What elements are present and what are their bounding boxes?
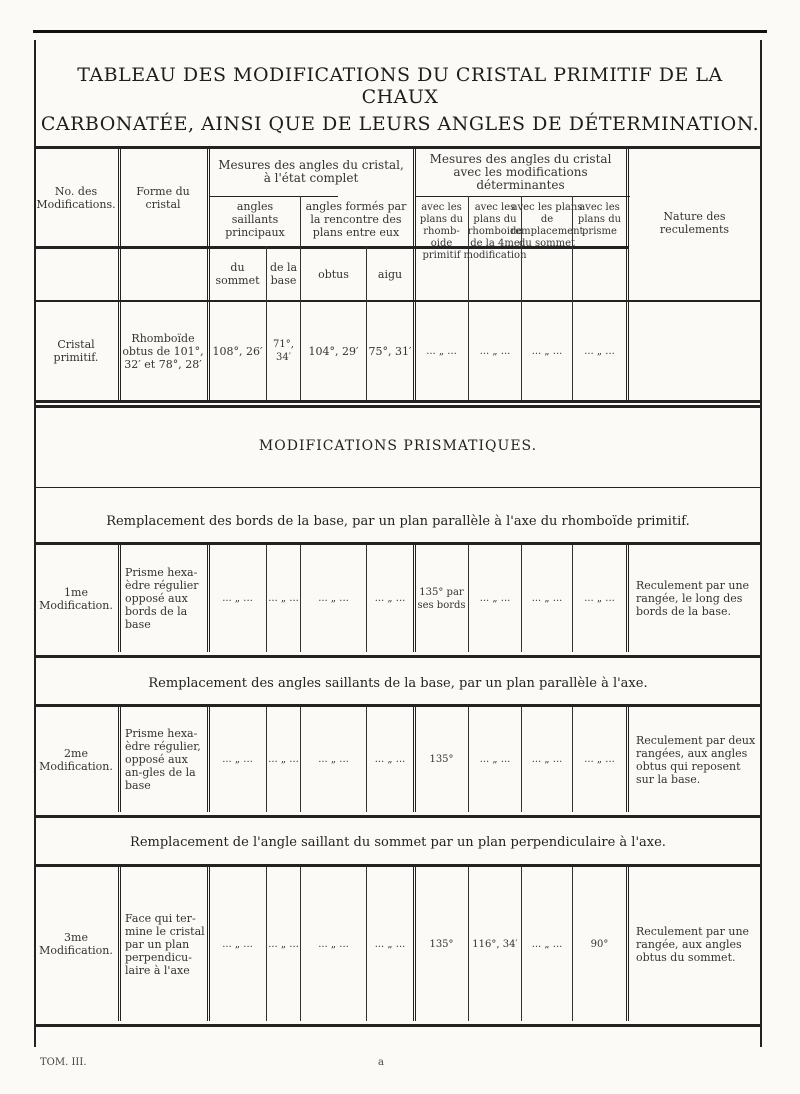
row-value: ... „ ... [531, 593, 563, 604]
row-value: ... „ ... [584, 754, 615, 765]
header-obtus: obtus [318, 267, 349, 281]
header-avec-rhomboide-4me: avec les plans du rhomboide de la 4me modification [463, 202, 527, 261]
section-rule-bottom [34, 487, 762, 488]
row-value: ... „ ... [318, 593, 349, 604]
col-sep-obtus [366, 246, 367, 400]
row-caption: Remplacement des bords de la base, par un plan parallèle à l'axe du rhomboïde primitif. [106, 514, 690, 529]
row-column-divider [521, 545, 522, 652]
header-sub-rule-3 [415, 196, 630, 197]
row-value: ... „ ... [374, 754, 406, 765]
col-sep-saillants [300, 196, 301, 400]
row-value: ... „ ... [318, 754, 349, 765]
header-aigu: aigu [377, 267, 403, 281]
primitive-value: 71°, 34′ [273, 339, 294, 363]
row-column-divider [468, 867, 469, 1021]
header-mesures-modif: Mesures des angles du cristal avec les modifications déterminantes [429, 151, 612, 192]
header-bottom-rule [34, 300, 762, 302]
row-nature: Reculement par une rangée, le long des bords de la base. [636, 579, 750, 618]
header-du-sommet: du sommet [215, 261, 260, 287]
row-value: 135° [429, 938, 454, 950]
header-avec-rhomboide-primitif: avec les plans du rhomb-oide primitif [419, 202, 464, 261]
row-value: ... „ ... [268, 593, 299, 604]
row-bottom-rule [34, 655, 762, 658]
row-forme: Prisme hexa-èdre régulier opposé aux bords de la base [125, 566, 199, 631]
row-value: 135° [429, 754, 454, 765]
row-value: ... „ ... [268, 938, 299, 950]
row-column-divider [626, 545, 629, 652]
row-column-divider [572, 867, 573, 1021]
row-column-divider [300, 867, 301, 1021]
header-avec-prisme: avec les plans du prisme [577, 202, 622, 237]
primitive-value: ... „ ... [479, 345, 511, 357]
header-nature: Nature des reculements [659, 210, 730, 236]
row-value: ... „ ... [584, 593, 615, 604]
row-column-divider [468, 545, 469, 652]
header-avec-remplacement-sommet: avec les plans de remplacement du sommet [510, 202, 584, 249]
row-value: ... „ ... [268, 754, 299, 765]
row-column-divider [266, 545, 267, 652]
row-value: 90° [590, 938, 609, 950]
row-value: ... „ ... [374, 593, 406, 604]
row-bottom-rule [34, 815, 762, 818]
primitive-value: ... „ ... [584, 345, 615, 357]
footer-tome: TOM. III. [40, 1057, 87, 1068]
row-column-divider [366, 867, 367, 1021]
row-column-divider [366, 545, 367, 652]
row-column-divider [366, 707, 367, 812]
row-column-divider [300, 545, 301, 652]
header-angles-saillants: angles saillants principaux [225, 200, 285, 239]
row-number: 1me Modification. [39, 585, 113, 612]
row-value: 135° par ses bords [417, 586, 466, 611]
row-column-divider [572, 707, 573, 812]
row-value: ... „ ... [222, 938, 253, 950]
row-caption: Remplacement des angles saillants de la base, par un plan parallèle à l'axe. [148, 676, 648, 691]
header-top-rule [34, 146, 762, 149]
row-number: 2me Modification. [39, 746, 113, 773]
header-no: No. des Modifications. [36, 185, 116, 211]
row-nature: Reculement par deux rangées, aux angles obtus qui reposent sur la base. [636, 733, 756, 786]
row-column-divider [521, 707, 522, 812]
col-sep-avec4 [626, 146, 629, 400]
primitive-value: 108°, 26′ [212, 344, 263, 358]
primitive-value: 75°, 31′ [368, 344, 412, 358]
primitive-no: Cristal primitif. [53, 338, 99, 364]
row-forme: Face qui ter-mine le cristal par un plan perpendicu-laire à l'axe [125, 911, 205, 977]
header-angles-formes: angles formés par la rencontre des plans entre eux [305, 200, 407, 239]
primitive-value: ... „ ... [426, 345, 457, 357]
section-rule-top [34, 405, 762, 408]
primitive-value: ... „ ... [531, 345, 563, 357]
row-value: ... „ ... [531, 938, 563, 950]
primitive-nature [632, 305, 757, 397]
row-nature: Reculement par une rangée, aux angles obtus du sommet. [636, 924, 750, 964]
title-line-1: TABLEAU DES MODIFICATIONS DU CRISTAL PRIMITIF DE LA CHAUX [77, 64, 723, 108]
row-column-divider [521, 867, 522, 1021]
row-value: ... „ ... [222, 754, 253, 765]
top-rule [33, 30, 767, 33]
row-column-divider [266, 707, 267, 812]
row-value: ... „ ... [479, 593, 511, 604]
section-title: MODIFICATIONS PRISMATIQUES. [258, 438, 538, 454]
col-sep-sommet [266, 246, 267, 400]
row-value: ... „ ... [222, 593, 253, 604]
row-value: ... „ ... [318, 938, 349, 950]
row-column-divider [266, 867, 267, 1021]
row-column-divider [572, 545, 573, 652]
row-value: ... „ ... [479, 754, 511, 765]
primitive-value: 104°, 29′ [308, 344, 359, 358]
row-caption: Remplacement de l'angle saillant du sommet par un plan perpendiculaire à l'axe. [130, 835, 666, 850]
row-value: ... „ ... [531, 754, 563, 765]
row-value: ... „ ... [374, 938, 406, 950]
row-forme: Prisme hexa-èdre régulier, opposé aux an-gles de la base [125, 727, 201, 792]
row-column-divider [626, 867, 629, 1021]
header-mesures-etat: Mesures des angles du cristal, à l'état complet [218, 158, 404, 185]
header-sub-rule-1 [210, 196, 338, 197]
title-line-2: CARBONATÉE, AINSI QUE DE LEURS ANGLES DE DÉTERMINATION. [40, 113, 760, 135]
footer-signature: a [378, 1057, 384, 1068]
row-bottom-rule [34, 1024, 762, 1027]
header-forme: Forme du cristal [136, 185, 190, 211]
header-de-la-base: de la base [269, 261, 298, 287]
primitive-bottom-rule [34, 400, 762, 403]
row-column-divider [468, 707, 469, 812]
row-column-divider [626, 707, 629, 812]
primitive-forme: Rhomboïde obtus de 101°, 32′ et 78°, 28′ [122, 331, 204, 371]
row-number: 3me Modification. [39, 931, 113, 957]
row-column-divider [300, 707, 301, 812]
row-value: 116°, 34′ [472, 938, 518, 950]
